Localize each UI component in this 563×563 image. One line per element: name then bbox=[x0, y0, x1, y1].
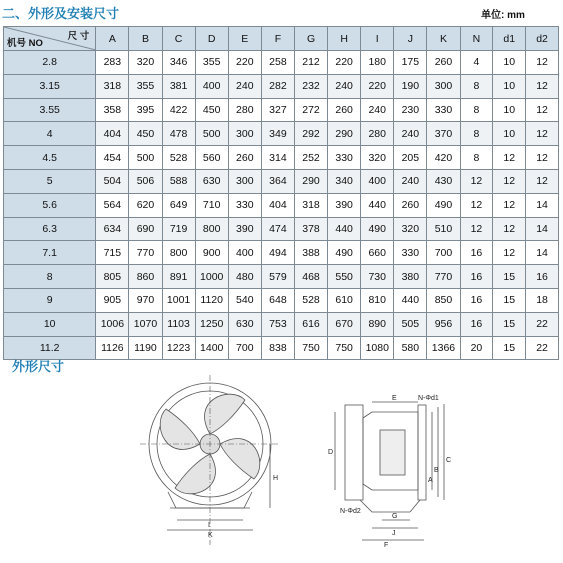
table-cell: 480 bbox=[228, 265, 261, 289]
table-cell: 180 bbox=[361, 51, 394, 75]
table-cell: 252 bbox=[294, 146, 327, 170]
table-cell: 12 bbox=[526, 169, 559, 193]
outlet-flange bbox=[418, 405, 426, 500]
table-cell: 381 bbox=[162, 74, 195, 98]
table-cell: 1126 bbox=[96, 336, 129, 360]
outline-drawing bbox=[0, 360, 563, 563]
table-cell: 505 bbox=[394, 312, 427, 336]
column-header-f: F bbox=[261, 27, 294, 51]
table-cell: 450 bbox=[195, 98, 228, 122]
table-cell: 290 bbox=[294, 169, 327, 193]
table-cell: 770 bbox=[129, 241, 162, 265]
table-cell: 700 bbox=[427, 241, 460, 265]
label-h: H bbox=[273, 475, 279, 482]
table-cell: 838 bbox=[261, 336, 294, 360]
table-cell: 16 bbox=[460, 288, 493, 312]
table-cell: 10 bbox=[493, 51, 526, 75]
table-cell: 20 bbox=[460, 336, 493, 360]
table-cell: 10 bbox=[493, 98, 526, 122]
label-n-d2: N-Φd2 bbox=[340, 508, 361, 515]
table-cell: 15 bbox=[493, 312, 526, 336]
label-k: K bbox=[208, 532, 213, 539]
table-cell: 440 bbox=[328, 217, 361, 241]
table-cell: 730 bbox=[361, 265, 394, 289]
corner-model-label: 机号 NO bbox=[7, 38, 43, 49]
column-header-d2: d2 bbox=[526, 27, 559, 51]
table-cell: 292 bbox=[294, 122, 327, 146]
table-cell: 770 bbox=[427, 265, 460, 289]
table-cell: 330 bbox=[427, 98, 460, 122]
table-cell: 280 bbox=[228, 98, 261, 122]
table-cell: 504 bbox=[96, 169, 129, 193]
table-cell: 528 bbox=[294, 288, 327, 312]
blade-3 bbox=[175, 454, 215, 494]
table-cell: 18 bbox=[526, 288, 559, 312]
table-cell: 300 bbox=[228, 122, 261, 146]
table-row bbox=[4, 74, 559, 98]
table-cell: 550 bbox=[328, 265, 361, 289]
label-a: A bbox=[428, 477, 433, 484]
table-row bbox=[4, 193, 559, 217]
table-cell: 240 bbox=[394, 169, 427, 193]
table-row bbox=[4, 122, 559, 146]
table-cell: 12 bbox=[460, 217, 493, 241]
table-cell: 15 bbox=[493, 265, 526, 289]
table-cell: 905 bbox=[96, 288, 129, 312]
table-cell: 12 bbox=[460, 169, 493, 193]
table-cell: 364 bbox=[261, 169, 294, 193]
table-header-row bbox=[4, 27, 559, 51]
table-cell: 1006 bbox=[96, 312, 129, 336]
table-cell: 8 bbox=[460, 146, 493, 170]
table-cell: 190 bbox=[394, 74, 427, 98]
table-cell: 12 bbox=[526, 98, 559, 122]
table-cell: 212 bbox=[294, 51, 327, 75]
table-row bbox=[4, 98, 559, 122]
corner-size-label: 尺 寸 bbox=[67, 31, 90, 42]
table-cell: 670 bbox=[328, 312, 361, 336]
table-cell: 10 bbox=[493, 74, 526, 98]
table-cell: 240 bbox=[328, 74, 361, 98]
table-cell: 318 bbox=[294, 193, 327, 217]
table-cell: 22 bbox=[526, 336, 559, 360]
table-row bbox=[4, 146, 559, 170]
table-cell: 378 bbox=[294, 217, 327, 241]
model-number-cell: 5 bbox=[4, 169, 96, 193]
label-g: G bbox=[392, 513, 398, 520]
table-cell: 753 bbox=[261, 312, 294, 336]
table-cell: 620 bbox=[129, 193, 162, 217]
table-cell: 358 bbox=[96, 98, 129, 122]
table-cell: 616 bbox=[294, 312, 327, 336]
table-cell: 800 bbox=[195, 217, 228, 241]
table-cell: 272 bbox=[294, 98, 327, 122]
table-cell: 490 bbox=[361, 217, 394, 241]
table-cell: 1070 bbox=[129, 312, 162, 336]
table-cell: 230 bbox=[394, 98, 427, 122]
table-cell: 1120 bbox=[195, 288, 228, 312]
table-cell: 660 bbox=[361, 241, 394, 265]
table-cell: 1366 bbox=[427, 336, 460, 360]
table-cell: 1223 bbox=[162, 336, 195, 360]
table-cell: 490 bbox=[427, 193, 460, 217]
table-cell: 8 bbox=[460, 74, 493, 98]
column-header-d1: d1 bbox=[493, 27, 526, 51]
column-header-j: J bbox=[394, 27, 427, 51]
dimension-table bbox=[3, 26, 559, 360]
table-cell: 400 bbox=[195, 74, 228, 98]
table-row bbox=[4, 312, 559, 336]
column-header-b: B bbox=[129, 27, 162, 51]
table-cell: 330 bbox=[328, 146, 361, 170]
model-number-cell: 9 bbox=[4, 288, 96, 312]
table-cell: 710 bbox=[195, 193, 228, 217]
table-cell: 891 bbox=[162, 265, 195, 289]
table-cell: 12 bbox=[493, 193, 526, 217]
table-cell: 1080 bbox=[361, 336, 394, 360]
label-b: B bbox=[434, 467, 439, 474]
inlet-flange bbox=[345, 405, 363, 500]
table-cell: 1400 bbox=[195, 336, 228, 360]
column-header-d: D bbox=[195, 27, 228, 51]
label-i: I bbox=[208, 522, 210, 529]
table-cell: 205 bbox=[394, 146, 427, 170]
table-cell: 14 bbox=[526, 241, 559, 265]
model-number-cell: 11.2 bbox=[4, 336, 96, 360]
blade-2 bbox=[220, 439, 260, 479]
table-cell: 404 bbox=[96, 122, 129, 146]
table-cell: 346 bbox=[162, 51, 195, 75]
table-row bbox=[4, 217, 559, 241]
table-row bbox=[4, 288, 559, 312]
table-row bbox=[4, 336, 559, 360]
model-number-cell: 8 bbox=[4, 265, 96, 289]
column-header-e: E bbox=[228, 27, 261, 51]
table-cell: 355 bbox=[129, 74, 162, 98]
table-cell: 12 bbox=[526, 51, 559, 75]
model-number-cell: 7.1 bbox=[4, 241, 96, 265]
model-number-cell: 3.15 bbox=[4, 74, 96, 98]
model-number-cell: 10 bbox=[4, 312, 96, 336]
table-cell: 16 bbox=[460, 241, 493, 265]
table-cell: 956 bbox=[427, 312, 460, 336]
table-cell: 1000 bbox=[195, 265, 228, 289]
table-cell: 970 bbox=[129, 288, 162, 312]
table-cell: 340 bbox=[328, 169, 361, 193]
table-corner-header bbox=[4, 27, 96, 51]
table-cell: 349 bbox=[261, 122, 294, 146]
model-number-cell: 2.8 bbox=[4, 51, 96, 75]
table-cell: 260 bbox=[228, 146, 261, 170]
table-row bbox=[4, 169, 559, 193]
table-cell: 400 bbox=[361, 169, 394, 193]
table-cell: 564 bbox=[96, 193, 129, 217]
table-cell: 290 bbox=[328, 122, 361, 146]
table-cell: 240 bbox=[228, 74, 261, 98]
table-cell: 810 bbox=[361, 288, 394, 312]
table-cell: 490 bbox=[328, 241, 361, 265]
table-cell: 12 bbox=[460, 193, 493, 217]
column-header-g: G bbox=[294, 27, 327, 51]
table-cell: 440 bbox=[361, 193, 394, 217]
table-cell: 10 bbox=[493, 122, 526, 146]
table-cell: 12 bbox=[493, 169, 526, 193]
table-cell: 12 bbox=[493, 217, 526, 241]
table-cell: 320 bbox=[361, 146, 394, 170]
table-cell: 8 bbox=[460, 122, 493, 146]
table-cell: 16 bbox=[460, 312, 493, 336]
table-row bbox=[4, 51, 559, 75]
table-cell: 327 bbox=[261, 98, 294, 122]
table-cell: 422 bbox=[162, 98, 195, 122]
table-cell: 280 bbox=[361, 122, 394, 146]
table-cell: 510 bbox=[427, 217, 460, 241]
table-cell: 8 bbox=[460, 98, 493, 122]
table-cell: 12 bbox=[526, 74, 559, 98]
table-cell: 805 bbox=[96, 265, 129, 289]
table-cell: 240 bbox=[361, 98, 394, 122]
table-cell: 12 bbox=[526, 146, 559, 170]
table-cell: 282 bbox=[261, 74, 294, 98]
table-cell: 14 bbox=[526, 193, 559, 217]
section-title: 二、外形及安装尺寸 bbox=[2, 6, 120, 21]
table-cell: 500 bbox=[195, 122, 228, 146]
table-cell: 15 bbox=[493, 288, 526, 312]
table-cell: 468 bbox=[294, 265, 327, 289]
table-cell: 850 bbox=[427, 288, 460, 312]
table-cell: 860 bbox=[129, 265, 162, 289]
table-cell: 630 bbox=[195, 169, 228, 193]
table-cell: 260 bbox=[328, 98, 361, 122]
table-cell: 648 bbox=[261, 288, 294, 312]
model-number-cell: 3.55 bbox=[4, 98, 96, 122]
table-cell: 700 bbox=[228, 336, 261, 360]
table-cell: 395 bbox=[129, 98, 162, 122]
table-cell: 12 bbox=[493, 241, 526, 265]
table-cell: 588 bbox=[162, 169, 195, 193]
table-cell: 283 bbox=[96, 51, 129, 75]
table-cell: 610 bbox=[328, 288, 361, 312]
table-cell: 400 bbox=[228, 241, 261, 265]
table-cell: 560 bbox=[195, 146, 228, 170]
table-cell: 12 bbox=[493, 146, 526, 170]
table-cell: 320 bbox=[394, 217, 427, 241]
table-cell: 579 bbox=[261, 265, 294, 289]
table-cell: 388 bbox=[294, 241, 327, 265]
table-cell: 330 bbox=[394, 241, 427, 265]
table-cell: 16 bbox=[460, 265, 493, 289]
side-base bbox=[360, 500, 420, 512]
table-cell: 715 bbox=[96, 241, 129, 265]
table-cell: 1250 bbox=[195, 312, 228, 336]
table-cell: 220 bbox=[361, 74, 394, 98]
table-cell: 690 bbox=[129, 217, 162, 241]
table-cell: 240 bbox=[394, 122, 427, 146]
table-cell: 404 bbox=[261, 193, 294, 217]
table-row bbox=[4, 241, 559, 265]
table-cell: 649 bbox=[162, 193, 195, 217]
table-cell: 440 bbox=[394, 288, 427, 312]
table-cell: 370 bbox=[427, 122, 460, 146]
table-cell: 450 bbox=[129, 122, 162, 146]
table-cell: 220 bbox=[228, 51, 261, 75]
label-j: J bbox=[392, 530, 396, 537]
model-number-cell: 6.3 bbox=[4, 217, 96, 241]
table-cell: 478 bbox=[162, 122, 195, 146]
table-cell: 258 bbox=[261, 51, 294, 75]
column-header-k: K bbox=[427, 27, 460, 51]
column-header-a: A bbox=[96, 27, 129, 51]
blade-4 bbox=[160, 409, 200, 449]
table-cell: 900 bbox=[195, 241, 228, 265]
table-cell: 314 bbox=[261, 146, 294, 170]
table-cell: 890 bbox=[361, 312, 394, 336]
table-cell: 300 bbox=[427, 74, 460, 98]
drawing-subtitle: 外形尺寸 bbox=[12, 359, 65, 374]
table-cell: 750 bbox=[294, 336, 327, 360]
table-cell: 630 bbox=[228, 312, 261, 336]
table-cell: 719 bbox=[162, 217, 195, 241]
table-cell: 454 bbox=[96, 146, 129, 170]
table-cell: 16 bbox=[526, 265, 559, 289]
table-cell: 260 bbox=[394, 193, 427, 217]
unit-label: 单位: mm bbox=[481, 10, 525, 21]
label-f: F bbox=[384, 542, 389, 549]
table-row bbox=[4, 265, 559, 289]
model-number-cell: 5.6 bbox=[4, 193, 96, 217]
table-cell: 4 bbox=[460, 51, 493, 75]
label-c: C bbox=[446, 457, 452, 464]
table-cell: 12 bbox=[526, 122, 559, 146]
label-n-d1: N-Φd1 bbox=[418, 395, 439, 402]
table-cell: 1190 bbox=[129, 336, 162, 360]
table-cell: 528 bbox=[162, 146, 195, 170]
side-view bbox=[335, 402, 444, 540]
table-cell: 175 bbox=[394, 51, 427, 75]
model-number-cell: 4 bbox=[4, 122, 96, 146]
table-cell: 330 bbox=[228, 193, 261, 217]
table-cell: 500 bbox=[129, 146, 162, 170]
table-cell: 300 bbox=[228, 169, 261, 193]
table-cell: 800 bbox=[162, 241, 195, 265]
table-cell: 494 bbox=[261, 241, 294, 265]
table-cell: 220 bbox=[328, 51, 361, 75]
model-number-cell: 4.5 bbox=[4, 146, 96, 170]
table-cell: 634 bbox=[96, 217, 129, 241]
table-cell: 390 bbox=[328, 193, 361, 217]
blade-1 bbox=[205, 394, 245, 434]
column-header-i: I bbox=[361, 27, 394, 51]
table-cell: 540 bbox=[228, 288, 261, 312]
table-cell: 260 bbox=[427, 51, 460, 75]
table-cell: 320 bbox=[129, 51, 162, 75]
table-cell: 355 bbox=[195, 51, 228, 75]
table-cell: 1001 bbox=[162, 288, 195, 312]
column-header-n: N bbox=[460, 27, 493, 51]
column-header-h: H bbox=[328, 27, 361, 51]
table-cell: 750 bbox=[328, 336, 361, 360]
table-cell: 474 bbox=[261, 217, 294, 241]
motor bbox=[380, 430, 405, 475]
table-cell: 580 bbox=[394, 336, 427, 360]
label-d: D bbox=[328, 449, 334, 456]
table-cell: 506 bbox=[129, 169, 162, 193]
label-e: E bbox=[392, 395, 397, 402]
table-cell: 232 bbox=[294, 74, 327, 98]
table-cell: 1103 bbox=[162, 312, 195, 336]
table-cell: 390 bbox=[228, 217, 261, 241]
table-cell: 380 bbox=[394, 265, 427, 289]
table-cell: 420 bbox=[427, 146, 460, 170]
table-cell: 15 bbox=[493, 336, 526, 360]
table-cell: 22 bbox=[526, 312, 559, 336]
table-cell: 430 bbox=[427, 169, 460, 193]
front-view bbox=[140, 375, 280, 545]
table-cell: 14 bbox=[526, 217, 559, 241]
column-header-c: C bbox=[162, 27, 195, 51]
table-cell: 318 bbox=[96, 74, 129, 98]
